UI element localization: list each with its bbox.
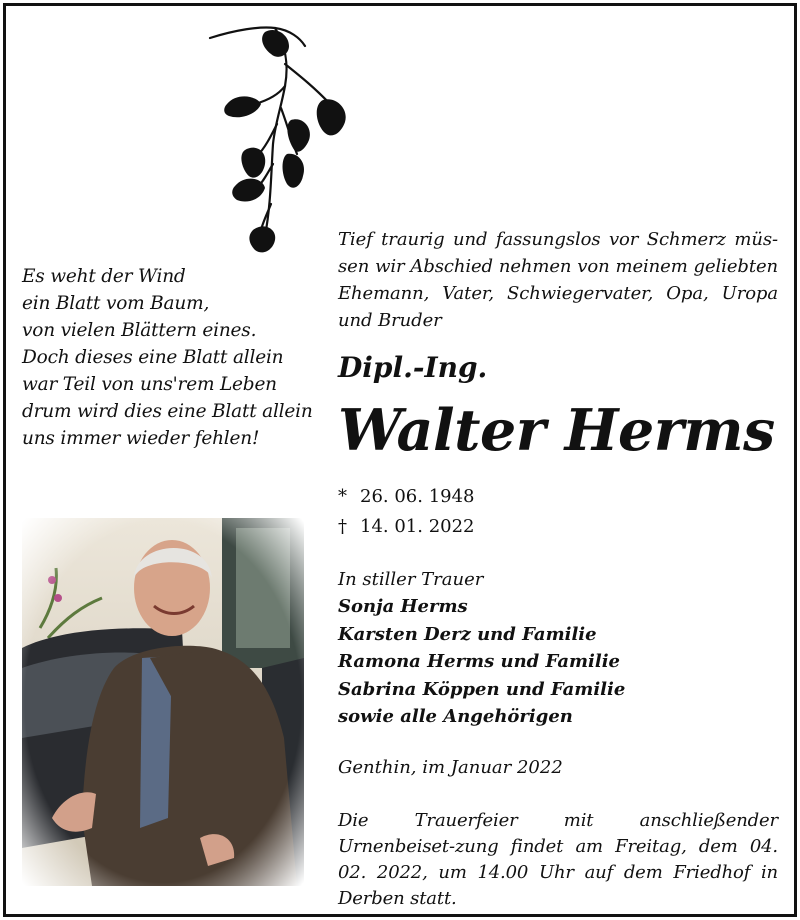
place-date: Genthin, im Januar 2022	[338, 757, 563, 778]
poem-line: ein Blatt vom Baum,	[22, 293, 210, 314]
mourner-name: Ramona Herms und Familie	[338, 651, 620, 672]
poem-line: Es weht der Wind	[22, 266, 186, 287]
poem-line: drum wird dies eine Blatt allein	[22, 401, 313, 422]
poem-line: von vielen Blättern eines.	[22, 320, 257, 341]
mourners-list	[338, 593, 778, 731]
birth-date: 26. 06. 1948	[360, 486, 475, 507]
birch-branch-icon	[205, 24, 360, 259]
poem-line: war Teil von uns'rem Leben	[22, 374, 277, 395]
death-row	[338, 512, 778, 542]
portrait-photo	[22, 518, 304, 886]
academic-title: Dipl.-Ing.	[338, 351, 488, 384]
memorial-poem	[22, 263, 312, 452]
life-dates	[338, 482, 778, 542]
mourners-intro: In stiller Trauer	[338, 569, 484, 590]
mourner-name: Karsten Derz und Familie	[338, 623, 597, 645]
funeral-service-info: Die Trauerfeier mit anschließender Urnenbeiset-zung findet am Freitag, dem 04. 02. 2022, um 14.00 Uhr auf dem Friedhof in Derben statt.	[338, 810, 778, 909]
intro-text: Tief traurig und fassungslos vor Schmerz müs-sen wir Abschied nehmen von meinem geliebten Ehemann, Vater, Schwiegervater, Opa, Uropa und Bruder	[338, 229, 778, 331]
birth-row	[338, 482, 778, 512]
poem-line: Doch dieses eine Blatt allein	[22, 347, 284, 368]
poem-line: uns immer wieder fehlen!	[22, 428, 260, 449]
deceased-name: Walter Herms	[338, 397, 775, 464]
death-date: 14. 01. 2022	[360, 516, 475, 537]
mourner-name: Sabrina Köppen und Familie	[338, 678, 626, 700]
birth-star-icon: *	[338, 486, 347, 507]
mourner-name: Sonja Herms	[338, 596, 468, 617]
mourner-name: sowie alle Angehörigen	[338, 706, 573, 727]
death-cross-icon: †	[338, 516, 347, 537]
